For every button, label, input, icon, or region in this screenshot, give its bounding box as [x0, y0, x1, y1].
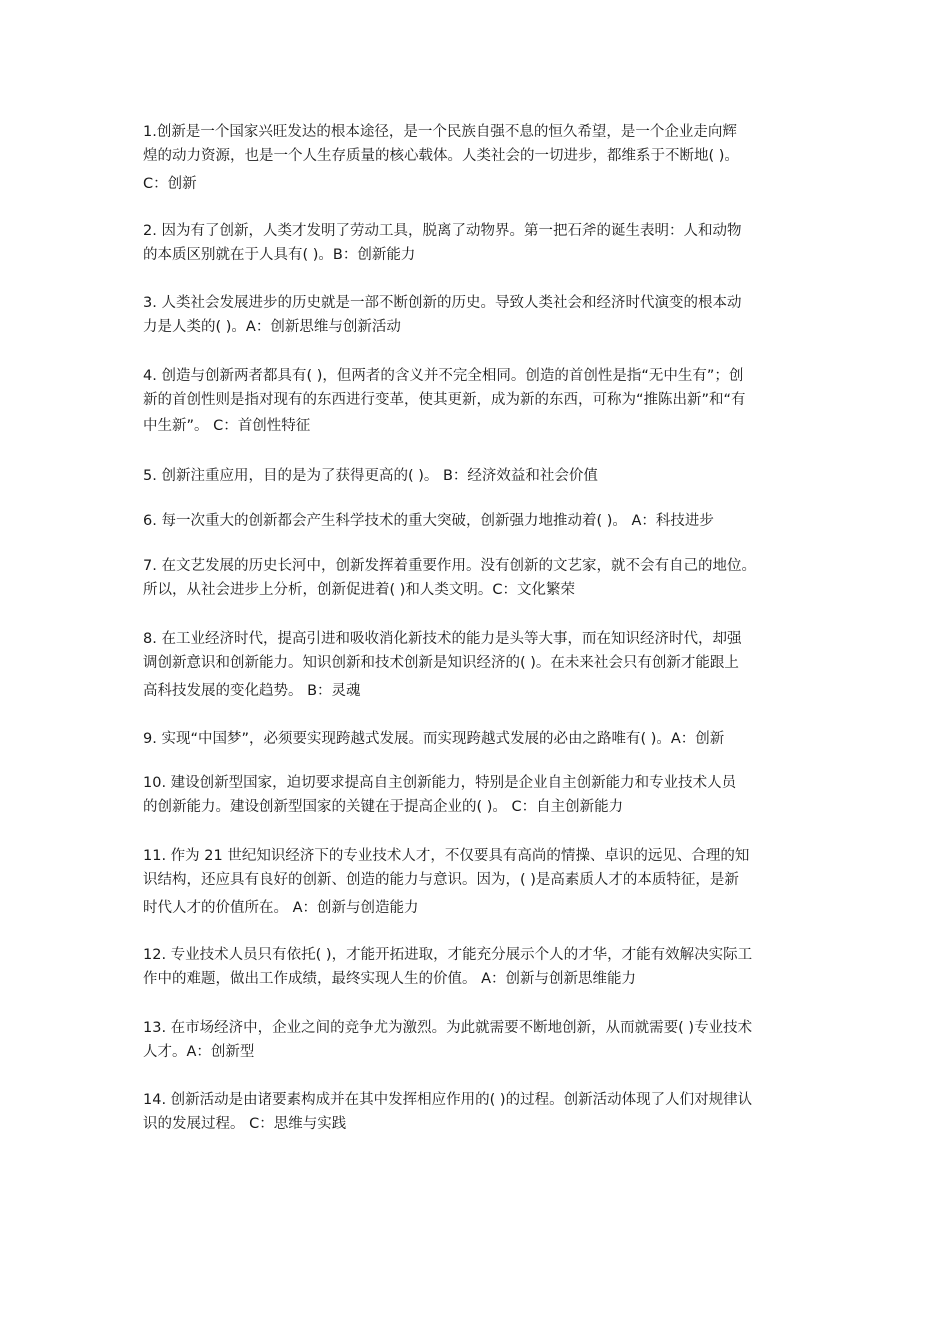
question-10	[143, 771, 823, 819]
question-line: C：创新	[143, 176, 197, 192]
question-line: 8. 在工业经济时代，提高引进和吸收消化新技术的能力是头等大事，而在知识经济时代，却强	[143, 631, 742, 647]
question-line: 识结构，还应具有良好的创新、创造的能力与意识。因为，( )是高素质人才的本质特征，是新	[143, 872, 739, 888]
question-line: 9. 实现“中国梦”，必须要实现跨越式发展。而实现跨越式发展的必由之路唯有( )。A：创新	[143, 731, 725, 747]
question-line: 2. 因为有了创新，人类才发明了劳动工具，脱离了动物界。第一把石斧的诞生表明：人和动物	[143, 223, 742, 239]
question-line: 7. 在文艺发展的历史长河中，创新发挥着重要作用。没有创新的文艺家，就不会有自己的地位。	[143, 558, 756, 574]
question-line: 识的发展过程。 C：思维与实践	[143, 1116, 347, 1132]
question-line: 14. 创新活动是由诸要素构成并在其中发挥相应作用的( )的过程。创新活动体现了人们对规律认	[143, 1092, 753, 1108]
question-line: 调创新意识和创新能力。知识创新和技术创新是知识经济的( )。在未来社会只有创新才能跟上	[143, 655, 739, 671]
question-line: 1.创新是一个国家兴旺发达的根本途径，是一个民族自强不息的恒久希望，是一个企业走向辉	[143, 124, 737, 140]
question-line: 中生新”。 C：首创性特征	[143, 418, 311, 434]
question-line: 作中的难题，做出工作成绩，最终实现人生的价值。 A：创新与创新思维能力	[143, 971, 637, 987]
question-line: 5. 创新注重应用，目的是为了获得更高的( )。 B：经济效益和社会价值	[143, 468, 598, 484]
question-line: 13. 在市场经济中，企业之间的竞争尤为激烈。为此就需要不断地创新，从而就需要( )专业技术	[143, 1020, 753, 1036]
question-line: 时代人才的价值所在。 A：创新与创造能力	[143, 900, 419, 916]
question-line: 的本质区别就在于人具有( )。B：创新能力	[143, 247, 416, 263]
question-line: 4. 创造与创新两者都具有( )，但两者的含义并不完全相同。创造的首创性是指“无中生有”；创	[143, 368, 744, 384]
question-line: 人才。A：创新型	[143, 1044, 255, 1060]
question-6	[143, 509, 823, 533]
question-1	[143, 120, 823, 196]
question-line: 所以，从社会进步上分析，创新促进着( )和人类文明。C：文化繁荣	[143, 582, 576, 598]
question-line: 的创新能力。建设创新型国家的关键在于提高企业的( )。 C：自主创新能力	[143, 799, 624, 815]
question-line: 12. 专业技术人员只有依托( )，才能开拓进取，才能充分展示个人的才华，才能有效解决实际工	[143, 947, 753, 963]
question-line: 力是人类的( )。A：创新思维与创新活动	[143, 319, 401, 335]
question-7	[143, 554, 833, 602]
question-line: 11. 作为 21 世纪知识经济下的专业技术人才，不仅要具有高尚的情操、卓识的远见、合理的知	[143, 848, 750, 864]
question-5	[143, 464, 823, 488]
question-13	[143, 1016, 823, 1064]
question-line: 6. 每一次重大的创新都会产生科学技术的重大突破，创新强力地推动着( )。 A：科技进步	[143, 513, 714, 529]
question-line: 煌的动力资源，也是一个人生存质量的核心载体。人类社会的一切进步，都维系于不断地( )。	[143, 148, 739, 164]
question-11	[143, 844, 823, 920]
question-line: 新的首创性则是指对现有的东西进行变革，使其更新，成为新的东西，可称为“推陈出新”和“有	[143, 392, 746, 408]
question-14	[143, 1088, 823, 1136]
question-line: 10. 建设创新型国家，迫切要求提高自主创新能力，特别是企业自主创新能力和专业技术人员	[143, 775, 737, 791]
question-2	[143, 219, 823, 267]
question-line: 高科技发展的变化趋势。 B：灵魂	[143, 683, 361, 699]
question-line: 3. 人类社会发展进步的历史就是一部不断创新的历史。导致人类社会和经济时代演变的根本动	[143, 295, 742, 311]
question-3	[143, 291, 823, 339]
question-9	[143, 727, 823, 751]
question-12	[143, 943, 823, 991]
question-4	[143, 364, 823, 438]
question-8	[143, 627, 823, 703]
